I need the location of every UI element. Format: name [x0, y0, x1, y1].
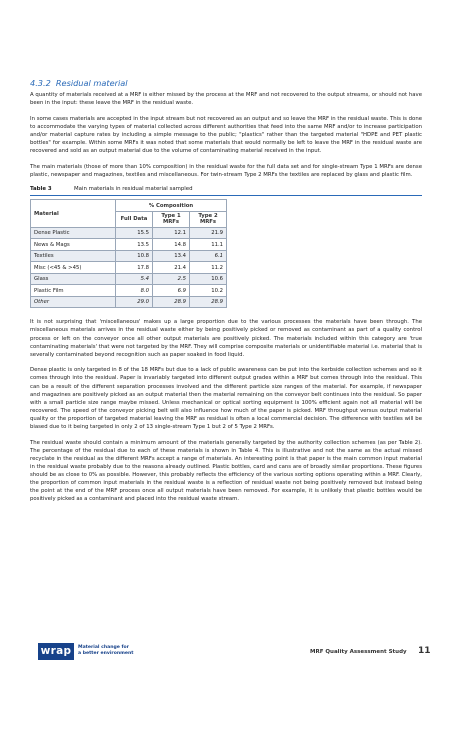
row-label: News & Mags [31, 239, 116, 251]
tagline-line-1: Material change for [78, 645, 129, 650]
tagline-line-2: a better environment [78, 650, 134, 656]
table-caption-text: Main materials in residual material sampled [74, 186, 193, 193]
paragraph-6: The residual waste should contain a minimum amount of the materials generally targeted by the authority collection schemes (as per Table 2). The percentage of the residual due to each of these materials is shown in Table 4. This is illustrative and not the same as the actual missed recyclate in the residual as the different MRFs accept a range of materials. An interesting point is that paper is the main common input material in the residual waste probably due to the reasons already outlined. Plastic bottles, card and cans are of broadly similar proportions. These figures should be as close to 0% as possible. However, this probably reflects the efficiency of the various sorting options operating within a MRF. Clearly, the proportion of common input materials in the residual waste is a reflection of residual waste not being positively removed but instead being the point at the end of the MRF process once all output materials have been removed. For example, it is unlikely that plastic bottles would be positively picked as a contaminant and placed into the residual waste stream. [30, 439, 422, 503]
logo-tagline [78, 645, 138, 656]
cell-value: 17.8 [116, 262, 153, 274]
cell-value: 11.1 [190, 239, 227, 251]
cell-value: 12.1 [153, 227, 190, 239]
cell-value: 10.2 [190, 285, 227, 297]
cell-value: 5.4 [116, 273, 153, 285]
cell-value: 21.9 [190, 227, 227, 239]
cell-value: 28.9 [153, 296, 190, 308]
table-row [31, 262, 227, 274]
cell-value: 15.5 [116, 227, 153, 239]
table-row [31, 227, 227, 239]
page-footer [38, 643, 430, 661]
header-material: Material [31, 200, 116, 228]
cell-value: 2.5 [153, 273, 190, 285]
page-number: 11 [418, 646, 431, 656]
table-row [31, 250, 227, 262]
table-rule [30, 195, 422, 196]
cell-value: 14.8 [153, 239, 190, 251]
section-heading [30, 78, 422, 88]
cell-value: 6.9 [153, 285, 190, 297]
cell-value: 11.2 [190, 262, 227, 274]
header-type2: Type 2 MRFs [190, 211, 227, 227]
cell-value: 13.5 [116, 239, 153, 251]
table-row [31, 239, 227, 251]
cell-value: 6.1 [190, 250, 227, 262]
paragraph-1: A quantity of materials received at a MRF is either missed by the process at the MRF and not recovered to the output streams, or should not have been in the input: these leave the MRF in the residual waste. [30, 92, 422, 107]
row-label: Textiles [31, 250, 116, 262]
section-number: 4.3.2 [30, 78, 51, 88]
header-full-data: Full Data [116, 211, 153, 227]
residual-materials-table [30, 199, 227, 308]
paragraph-3: The main materials (those of more than 10% composition) in the residual waste for the full data set and for single-stream Type 1 MRFs are dense plastic, newspaper and magazines, textiles and miscellaneous. For twin-stream Type 2 MRFs the textiles are replaced by glass and plastic film. [30, 163, 422, 178]
row-label: Other [31, 296, 116, 308]
cell-value: 28.9 [190, 296, 227, 308]
section-title: Residual material [55, 78, 128, 88]
table-number: Table 3 [30, 186, 52, 193]
paragraph-2: In some cases materials are accepted in the input stream but not recovered as an output and so leave the MRF in the residual waste. This is done to accommodate the varying types of material collected across different authorities that feed into the same MRF and/or to increase participation and/or material capture rates by including a simple message to the public; "plastics" rather than the targeted material "HDPE and PET plastic bottles" for example. Within some MRFs it was noted that some materials that would normally be left to leave the MRF in the residual waste are recovered and sold as an output material due to the volume of contaminating material received in the input. [30, 115, 422, 155]
row-label: Dense Plastic [31, 227, 116, 239]
row-label: Glass [31, 273, 116, 285]
cell-value: 10.6 [190, 273, 227, 285]
cell-value: 21.4 [153, 262, 190, 274]
header-composition: % Composition [116, 200, 227, 212]
table-row [31, 285, 227, 297]
table-row [31, 296, 227, 308]
cell-value: 8.0 [116, 285, 153, 297]
document-body [30, 78, 422, 511]
paragraph-4: It is not surprising that 'miscellaneous' makes up a large proportion due to the various processes the materials have been through. The miscellaneous materials arrives in the residual waste either by being positively picked or removed as contaminant as part of a quality control process or left on the conveyor once all other output materials are positively picked. The materials included within this category are 'true contaminating materials' that were not targeted by the MRF. They will comprise composite materials or unidentifiable material i.e. material that is severally contaminated beyond recognition such as paper soaked in food liquid. [30, 319, 422, 358]
cell-value: 10.8 [116, 250, 153, 262]
table-caption [30, 186, 422, 192]
paragraph-5: Dense plastic is only targeted in 8 of the 18 MRFs but due to a lack of public awareness can be put into the kerbside collection schemes and so it comes through into the residual. Paper is invariably targeted into different output grades within a MRF but comes through into the residual. This can be a result of the different separation processes involved and the different particle size ranges of the material. For example, if newspaper and magazines are positively picked as an output material then the material remaining on the conveyor belt continues into the residual. So paper with a small particle size range maybe missed. Unless mechanical or optical sorting equipment is 100% efficient again not all material will be recovered. The speed of the conveyor picking belt will also influence how much of the paper is picked. MRF throughput versus output material quality or the proportion of targeted material leaving the MRF as residual is often a local commercial decision. The difference with textiles will be biased due to it being targeted in only 2 of 13 single-stream Type 1 but 2 of 5 Type 2 MRFs. [30, 367, 422, 430]
row-label: Plastic Film [31, 285, 116, 297]
header-type1: Type 1 MRFs [153, 211, 190, 227]
table-row [31, 273, 227, 285]
wrap-logo: wrap [38, 643, 74, 660]
row-label: Misc (<45 & >45) [31, 262, 116, 274]
footer-document-title: MRF Quality Assessment Study [310, 649, 407, 655]
cell-value: 13.4 [153, 250, 190, 262]
cell-value: 29.0 [116, 296, 153, 308]
